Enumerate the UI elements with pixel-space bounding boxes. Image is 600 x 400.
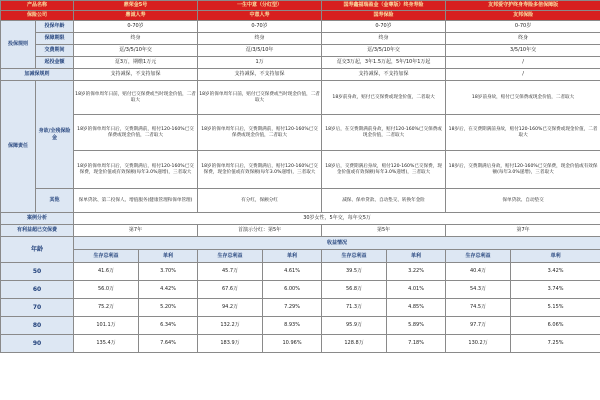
rate-cell: 7.25%: [511, 335, 600, 353]
returns-row-60: [1, 281, 600, 299]
total-cell: 67.6万: [198, 281, 263, 299]
rule-row-age: [1, 21, 600, 33]
breakeven-label: 有利益超已交保费: [1, 225, 74, 237]
rule-value: 0-70岁: [198, 21, 322, 33]
returns-title: 收益情况: [74, 237, 600, 250]
rate-cell: 7.18%: [387, 335, 446, 353]
rate-cell: 3.70%: [139, 263, 198, 281]
total-cell: 95.9万: [322, 317, 387, 335]
col-simple-rate: 单利: [511, 250, 600, 263]
death-text: 18岁后，交费期满后身故，赔付120-160%已交保费，现金价值或有效保额(每年3.0%递增)，三者取大: [446, 151, 600, 189]
rate-cell: 10.96%: [263, 335, 322, 353]
rule-label: 保障期限: [36, 33, 74, 45]
col-total-benefit: 生存总利益: [322, 250, 387, 263]
returns-colhead-row: [1, 250, 600, 263]
rule-value: 0-70岁: [322, 21, 446, 33]
total-cell: 56.8万: [322, 281, 387, 299]
insurer-4: 友邦保险: [446, 11, 600, 21]
col-total-benefit: 生存总利益: [446, 250, 511, 263]
rate-cell: 7.64%: [139, 335, 198, 353]
returns-title-row: [1, 237, 600, 250]
product-1-name: 鼎荣金5号: [74, 1, 198, 11]
breakeven-value: 第7年: [446, 225, 600, 237]
total-cell: 132.2万: [198, 317, 263, 335]
rule-value: 趸/3/5/10年交: [74, 45, 198, 57]
col-simple-rate: 单利: [263, 250, 322, 263]
total-cell: 71.3万: [322, 299, 387, 317]
case-row: [1, 213, 600, 225]
other-label: 其他: [36, 189, 74, 213]
returns-row-90: [1, 335, 600, 353]
returns-row-80: [1, 317, 600, 335]
rule-value: 趸/3/5/10年交: [322, 45, 446, 57]
death-text: 18岁的保单周年日后，交费期满后，赔付120-160%已交保费，现金价值或有效保额(每年3.0%递增)，三者取大: [74, 151, 198, 189]
rule-value: 终身: [446, 33, 600, 45]
rule-value: 0-70岁: [446, 21, 600, 33]
breakeven-value: 第5年: [322, 225, 446, 237]
death-text: 18岁后，交费期满后身故，赔付120-160%已交保费，现金价值或有效保额(每年3.0%递增)，三者取大: [322, 151, 446, 189]
breakeven-value: 第7年: [74, 225, 198, 237]
total-cell: 56.0万: [74, 281, 139, 299]
rate-cell: 6.34%: [139, 317, 198, 335]
age-cell: 60: [1, 281, 74, 299]
age-cell: 70: [1, 299, 74, 317]
rate-cell: 4.42%: [139, 281, 198, 299]
rule-value: 终身: [322, 33, 446, 45]
total-cell: 74.5万: [446, 299, 511, 317]
age-cell: 50: [1, 263, 74, 281]
death-text: 18岁的保单周年日前，赔付已交保费或当时现金价值，二者取大: [198, 81, 322, 115]
other-value: 减保、保单贷款、自动垫交、转换年金险: [322, 189, 446, 213]
other-row: [1, 189, 600, 213]
rate-cell: 5.20%: [139, 299, 198, 317]
rate-cell: 5.15%: [511, 299, 600, 317]
total-cell: 135.4万: [74, 335, 139, 353]
rate-cell: 4.85%: [387, 299, 446, 317]
total-cell: 39.5万: [322, 263, 387, 281]
insurer-label: 保险公司: [1, 11, 74, 21]
rule-label: 起投金额: [36, 57, 74, 69]
rate-cell: 4.61%: [263, 263, 322, 281]
death-benefit-label: 身故/全残保险金: [36, 81, 74, 189]
death-text: 18岁后，在交费期满前身故，赔付120-160%已交保费或现金价值，二者取大: [322, 115, 446, 151]
case-text: 30岁女性，5年交，每年交5万: [74, 213, 600, 225]
jiajian-label: 加减保规则: [1, 69, 74, 81]
death-text: 18岁的保单周年日后，交费期满后，赔付120-160%已交保费，现金价值或有效保额(每年3.0%递增)，三者取大: [198, 151, 322, 189]
rule-value: 3/5/10年交: [446, 45, 600, 57]
rate-cell: 7.29%: [263, 299, 322, 317]
returns-row-70: [1, 299, 600, 317]
death-row-c: [1, 151, 600, 189]
total-cell: 54.3万: [446, 281, 511, 299]
col-simple-rate: 单利: [139, 250, 198, 263]
death-text: 18岁的保单周年日后，交费期满前，赔付120-160%已交保费或现金价值，二者取大: [198, 115, 322, 151]
rule-value: 趸/3/5/10年: [198, 45, 322, 57]
rule-value: /: [446, 57, 600, 69]
insurer-3: 国寿保险: [322, 11, 446, 21]
jiajian-row: [1, 69, 600, 81]
rule-label: 投保年龄: [36, 21, 74, 33]
age-cell: 80: [1, 317, 74, 335]
rule-value: 1万: [198, 57, 322, 69]
rule-value: 趸3万，期缴1万元: [74, 57, 198, 69]
death-text: 18岁前身故，赔付已交保费或现金价值，二者取大: [322, 81, 446, 115]
breakeven-value: 首演示分红：第5年: [198, 225, 322, 237]
rate-cell: 6.06%: [511, 317, 600, 335]
insurer-2: 中意人寿: [198, 11, 322, 21]
total-cell: 94.2万: [198, 299, 263, 317]
rate-cell: 8.93%: [263, 317, 322, 335]
insurer-1: 鼎诚人寿: [74, 11, 198, 21]
toubao-section-label: 投保规则: [1, 21, 36, 69]
total-cell: 75.2万: [74, 299, 139, 317]
jiajian-value: 支持减保，不支持加保: [322, 69, 446, 81]
rule-value: 终身: [198, 33, 322, 45]
rate-cell: 4.01%: [387, 281, 446, 299]
death-text: 18岁的保单周年日后，交费期满前，赔付120-160%已交保费或现金价值，二者取大: [74, 115, 198, 151]
col-simple-rate: 单利: [387, 250, 446, 263]
rule-value: 0-70岁: [74, 21, 198, 33]
col-total-benefit: 生存总利益: [198, 250, 263, 263]
total-cell: 41.6万: [74, 263, 139, 281]
death-text: 18岁前身故，赔付已交保费或现金价值，二者取大: [446, 81, 600, 115]
product-2-name: 一生中意（分红型）: [198, 1, 322, 11]
insurer-row: [1, 11, 600, 21]
other-value: 保单贷款、第二投保人、增值服务(健康管理和保单管理): [74, 189, 198, 213]
col-total-benefit: 生存总利益: [74, 250, 139, 263]
rule-row-min: [1, 57, 600, 69]
total-cell: 128.8万: [322, 335, 387, 353]
jiajian-value: 支持减保，不支持加保: [198, 69, 322, 81]
case-label: 案例分析: [1, 213, 74, 225]
product-name-label: 产品名称: [1, 1, 74, 11]
age-cell: 90: [1, 335, 74, 353]
death-row-b: [1, 115, 600, 151]
returns-row-50: [1, 263, 600, 281]
age-column-label: 年龄: [1, 237, 74, 263]
rule-row-term: [1, 33, 600, 45]
jiajian-value: /: [446, 69, 600, 81]
other-value: 有分红，保额分红: [198, 189, 322, 213]
jiajian-value: 支持减保，不支持加保: [74, 69, 198, 81]
rate-cell: 6.00%: [263, 281, 322, 299]
total-cell: 40.4万: [446, 263, 511, 281]
death-row-a: [1, 81, 600, 115]
total-cell: 130.2万: [446, 335, 511, 353]
product-name-row: [1, 1, 600, 11]
breakeven-row: [1, 225, 600, 237]
product-4-name: 友邦爱守护终身寿险多倍保障版: [446, 1, 600, 11]
product-3-name: 国寿鑫福瑞盈金（金尊版）终身寿险: [322, 1, 446, 11]
rule-row-payment: [1, 45, 600, 57]
death-text: 18岁的保单周年日前，赔付已交保费或当时现金价值，二者取大: [74, 81, 198, 115]
total-cell: 45.7万: [198, 263, 263, 281]
baozhang-section-label: 保障责任: [1, 81, 36, 213]
death-text: 18岁后，在交费期满前身故，赔付120-160%已交保费或现金价值，二者取大: [446, 115, 600, 151]
rate-cell: 3.22%: [387, 263, 446, 281]
rate-cell: 5.89%: [387, 317, 446, 335]
rule-label: 交费期间: [36, 45, 74, 57]
rule-value: 趸交3万起，3年1.5万起，5年/10年1万起: [322, 57, 446, 69]
total-cell: 183.9万: [198, 335, 263, 353]
rate-cell: 3.74%: [511, 281, 600, 299]
rate-cell: 3.42%: [511, 263, 600, 281]
rule-value: 终身: [74, 33, 198, 45]
other-value: 保单贷款、自动垫交: [446, 189, 600, 213]
total-cell: 97.7万: [446, 317, 511, 335]
total-cell: 101.1万: [74, 317, 139, 335]
